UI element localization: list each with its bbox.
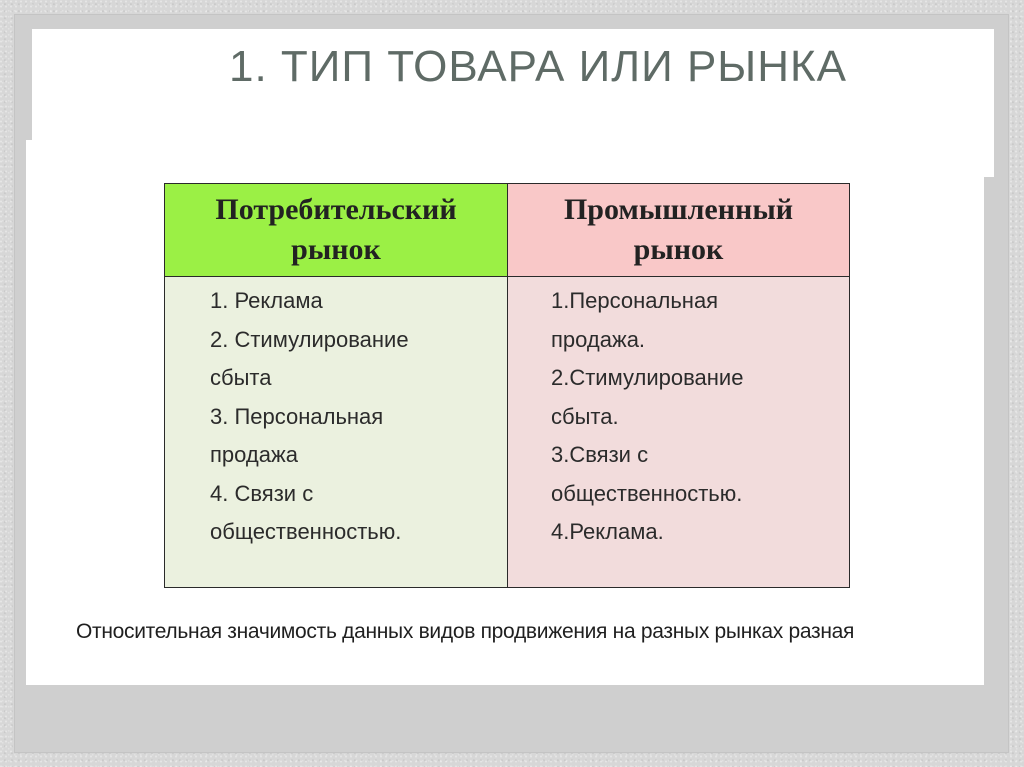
promotion-comparison-table xyxy=(164,183,850,588)
list-item: 2.Стимулирование xyxy=(551,365,744,390)
slide-title: 1. ТИП ТОВАРА ИЛИ РЫНКА xyxy=(229,42,848,91)
list-item: продажа. xyxy=(551,326,646,352)
industrial-promotion-list xyxy=(508,277,849,552)
consumer-market-header xyxy=(165,184,508,277)
list-item: общественностью. xyxy=(551,480,743,506)
list-item: 1. Реклама xyxy=(210,288,323,313)
list-item: сбыта. xyxy=(551,403,619,429)
consumer-promotion-list xyxy=(165,277,507,552)
list-item: сбыта xyxy=(210,365,272,390)
list-item: 2. Стимулирование xyxy=(210,326,409,352)
footnote: Относительная значимость данных видов продвижения на разных рынках разная xyxy=(76,620,855,643)
consumer-market-cell xyxy=(165,277,508,588)
list-item: 3. Персональная xyxy=(210,403,384,429)
table-header-row xyxy=(165,184,850,277)
table-row xyxy=(165,277,850,588)
industrial-market-header xyxy=(508,184,850,277)
list-item: 1.Персональная xyxy=(551,288,719,313)
header-line: рынок xyxy=(291,233,381,266)
header-line: Промышленный xyxy=(563,193,794,226)
header-line: рынок xyxy=(633,233,724,266)
list-item: 4. Связи с xyxy=(210,480,314,506)
list-item: общественностью. xyxy=(210,519,402,544)
list-item: продажа xyxy=(210,442,298,467)
list-item: 3.Связи с xyxy=(551,442,649,467)
industrial-market-cell xyxy=(508,277,850,588)
header-line: Потребительский xyxy=(215,193,457,226)
list-item: 4.Реклама. xyxy=(551,519,664,544)
